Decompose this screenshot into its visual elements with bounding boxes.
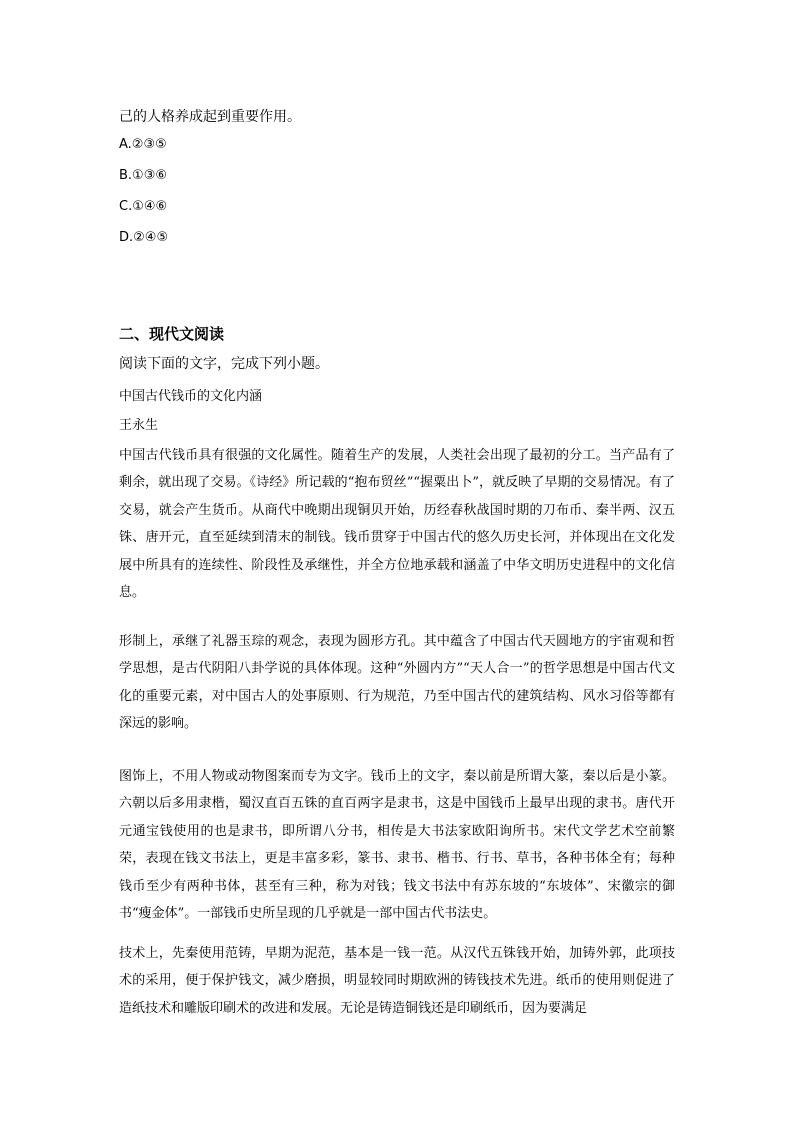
option-d: D.②④⑤ — [119, 230, 169, 245]
article-paragraph-1: 中国古代钱币具有很强的文化属性。随着生产的发展，人类社会出现了最初的分工。当产品有了剩余，就出现了交易。《诗经》所记载的“抱布贸丝”“握粟出卜”，就反映了早期的交易情况。有了交易，就会产生货币。从商代中晚期出现铜贝开始，历经春秋战国时期的刀布币、秦半两、汉五铢、唐开元，直至延续到清末的制钱。钱币贯穿于中国古代的悠久历史长河，并体现出在文化发展中所具有的连续性、阶段性及承继性，并全方位地承载和涵盖了中华文明历史进程中的文化信息。 — [119, 448, 675, 601]
article-author: 王永生 — [119, 418, 159, 433]
article-paragraph-3: 图饰上，不用人物或动物图案而专为文字。钱币上的文字，秦以前是所谓大篆，秦以后是小篆。六朝以后多用隶楷，蜀汉直百五铢的直百两字是隶书，这是中国钱币上最早出现的隶书。唐代开元通宝钱使用的也是隶书，即所谓八分书，相传是大书法家欧阳询所书。宋代文学艺术空前繁荣，表现在钱文书法上，更是丰富多彩，篆书、隶书、楷书、行书、草书，各种书体全有；每种钱币至少有两种书体，甚至有三种，称为对钱；钱文书法中有苏东坡的“东坡体”、宋徽宗的御书“瘦金体”。一部钱币史所呈现的几乎就是一部中国古代书法史。 — [119, 769, 675, 922]
section-heading: 二、现代文阅读 — [119, 325, 225, 343]
article-paragraph-4: 技术上，先秦使用范铸，早期为泥范，基本是一钱一范。从汉代五铢钱开始，加铸外郭，此项技术的采用，便于保护钱文，减少磨损，明显较同时期欧洲的铸钱技术先进。纸币的使用则促进了造纸技术和雕版印刷术的改进和发展。无论是铸造铜钱还是印刷纸币，因为要满足 — [119, 946, 675, 1016]
option-c: C.①④⑥ — [119, 199, 168, 214]
question-stem-tail: 己的人格养成起到重要作用。 — [119, 109, 301, 125]
reading-instruction: 阅读下面的文字，完成下列小题。 — [119, 356, 329, 372]
option-a: A.②③⑤ — [119, 137, 167, 152]
article-title: 中国古代钱币的文化内涵 — [119, 389, 263, 404]
option-b: B.①③⑥ — [119, 168, 168, 183]
article-paragraph-2: 形制上，承继了礼器玉琮的观念，表现为圆形方孔。其中蕴含了中国古代天圆地方的宇宙观和哲学思想，是古代阴阳八卦学说的具体体现。这种“外圆内方”“天人合一”的哲学思想是中国古代文化的重要元素，对中国古人的处事原则、行为规范，乃至中国古代的建筑结构、风水习俗等都有深远的影响。 — [119, 634, 675, 732]
